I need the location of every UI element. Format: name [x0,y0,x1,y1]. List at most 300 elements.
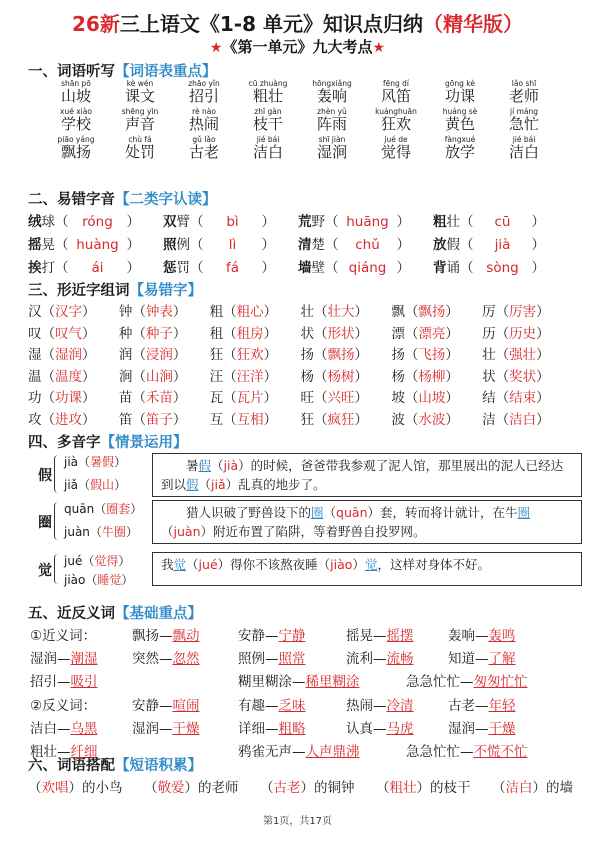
word-base: 热闹— [346,698,387,714]
word-pair [238,694,306,714]
phrase-answer: 粗壮 [389,780,417,796]
compound-word: 互相 [236,411,264,428]
word-base: 古老— [448,698,489,714]
base-character: 漂 [391,325,405,342]
similar-row [28,408,573,428]
word-pair [30,670,98,690]
compound-word: 杨树 [327,368,355,385]
word-pair [448,647,516,667]
word-base: 急急忙忙— [406,744,474,760]
word-item [492,80,556,104]
word-base: 照例— [238,651,279,667]
answer-word: 稀里糊涂 [305,674,360,690]
word-base: 轰响— [448,628,489,644]
pinyin-answer: qiáng [348,260,387,276]
key-character: 双 [163,214,177,230]
word-base: 流利— [346,651,387,667]
sentence-text: 我 [161,557,174,572]
answer-word: 宁静 [278,628,306,644]
word-item [300,136,364,160]
hanzi-word: 处罚 [124,143,155,161]
phrase-item [144,776,239,796]
compound-word: 笛子 [145,411,173,428]
reading-word: 牛圈 [101,525,126,539]
phrase-rest: ）的铜钟 [300,780,355,796]
word-pair [346,694,414,714]
compound-word: 狂欢 [236,347,264,363]
base-character: 汪 [209,368,224,385]
phrase-answer: 欢唱 [41,780,69,796]
similar-item: 结（结束） [482,390,550,406]
word-item [44,108,108,132]
similar-item: 瓦（瓦片） [209,390,278,406]
base-character: 湿 [28,347,42,363]
pinyin-text: jí máng [510,107,538,116]
answer-word: 纤细 [70,744,98,760]
paren-open: （ [376,780,390,796]
word-pair [30,717,98,737]
label-text: ①近义词： [30,628,97,644]
compound-word: 浸润 [145,347,173,363]
word-rest: 晃（ [41,237,69,253]
compound-word: 厉害 [509,304,537,320]
word-item [172,108,236,132]
phrase-answer: 古老 [273,780,301,796]
word-base: 知道— [448,651,489,667]
similar-item: 狂（疯狂） [300,411,368,428]
answer-word: 吸引 [70,674,98,690]
hanzi-word: 洁白 [252,143,283,161]
word-base: 突然— [132,651,173,667]
phrase-item [28,776,123,796]
pronunciation-item [298,233,433,253]
similar-item: 种（种子） [118,325,187,342]
sentence-text: ）附近布置了陷阱，等着野兽自投罗网。 [200,524,426,539]
word-item [428,80,492,104]
base-character: 涧 [118,368,133,385]
pinyin-text: jié bái [256,135,280,144]
word-item [44,80,108,104]
reading-pinyin: jiào [64,573,86,587]
answer-word: 粗略 [278,721,306,737]
answer-word: 忽然 [172,651,200,667]
close-paren: ） [126,237,140,253]
compound-word: 钟表 [145,304,173,320]
word-item [44,136,108,160]
base-character: 扬 [300,347,314,363]
base-character: 苗 [118,390,133,406]
base-character: 粗 [209,304,224,320]
word-base: 招引— [30,674,71,690]
pinyin-text: zhī gàn [254,107,282,116]
reading-word: 睡觉 [97,573,122,587]
similar-row [28,386,573,406]
reading-2: juàn（牛圈） [64,525,138,539]
compound-word: 飘扬 [327,347,355,363]
word-rest: 壮（ [446,214,474,230]
pinyin-answer: jué [198,557,218,572]
pinyin-answer: huāng [346,214,389,230]
paren-open: （ [144,780,158,796]
pronunciation-item [298,210,433,230]
compound-word: 汪洋 [236,368,264,385]
pronunciation-item [163,233,298,253]
base-character: 功 [28,390,42,406]
base-character: 温 [28,368,42,385]
answer-word: 乌黑 [70,721,98,737]
pinyin-answer: fá [225,260,240,276]
pinyin-answer: sòng [486,260,519,276]
section-heading-1: 一、词语听写【词语表重点】 [28,64,217,80]
word-pair [238,624,306,644]
similar-item: 汉（汉字） [28,304,96,320]
similar-item: 汪（汪洋） [209,368,278,385]
phrase-list [28,776,573,796]
compound-word: 疯狂 [327,411,355,428]
word-rest: 打（ [41,260,69,276]
target-character: 假 [198,458,212,473]
key-character: 惩 [163,260,177,276]
compound-word: 禾苗 [145,390,173,406]
similar-item: 坡（山坡） [391,390,459,406]
word-base: 湿润— [30,651,71,667]
compound-word: 洁白 [509,411,537,428]
title-suffix: （精华版） [422,12,523,36]
key-character: 荒 [298,214,312,230]
compound-word: 进攻 [55,411,82,428]
polyphone-character: 觉 [38,563,52,579]
similar-item: 扬（飞扬） [391,347,459,363]
compound-word: 功课 [55,390,82,406]
compound-word: 漂亮 [418,325,446,342]
word-item [300,80,364,104]
brace-icon [54,502,61,540]
pinyin-answer: quān [336,505,368,520]
similar-item: 笛（笛子） [118,411,187,428]
pinyin-answer: ái [91,260,104,276]
word-pair [238,647,306,667]
similar-row [28,365,573,385]
sentence-text: 猎人识破了野兽设下的 [186,505,312,520]
target-character: 觉 [364,557,378,572]
answer-word: 潮湿 [70,651,98,667]
compound-word: 瓦片 [236,390,264,406]
sentence-text: ）乱真的地步了。 [225,477,326,492]
hanzi-word: 招引 [188,87,219,105]
section-heading-2: 二、易错字音【二类字认读】 [28,192,217,208]
compound-word: 山坡 [418,390,446,406]
sentence-text: （ [161,524,174,539]
sentence-text: （ [186,557,199,572]
compound-word: 湿润 [55,347,82,363]
compound-word: 叹气 [55,325,82,342]
word-item [492,136,556,160]
hanzi-word: 老师 [508,87,539,105]
similar-item: 攻（进攻） [28,411,96,428]
similar-item: 波（水波） [391,411,459,428]
pronunciation-row [28,210,568,230]
base-character: 杨 [391,368,405,385]
answer-word: 喧闹 [172,698,200,714]
word-item [492,108,556,132]
phrase-rest: ）的枝干 [416,780,471,796]
compound-word: 汉字 [55,304,82,320]
reading-2: jiào（睡觉） [64,573,134,587]
sentence-text: 暑 [186,458,199,473]
similar-item: 湿（湿润） [28,347,96,363]
pinyin-text: kuánghuān [375,107,417,116]
pinyin-text: shī jiàn [318,135,346,144]
pronunciation-item [433,256,568,276]
reading-word: 圈套 [106,502,131,516]
hanzi-word: 风笛 [380,87,411,105]
base-character: 狂 [300,411,314,428]
word-item [172,136,236,160]
compound-word: 种子 [145,325,173,342]
compound-word: 山涧 [145,368,173,385]
word-item [236,80,300,104]
word-pair [132,694,200,714]
base-character: 历 [482,325,496,342]
similar-item: 涧（山涧） [118,368,187,385]
key-character: 绒 [28,214,42,230]
base-character: 壮 [300,304,314,320]
close-paren: ） [261,214,275,230]
hanzi-word: 山坡 [60,87,91,105]
word-base: 急急忙忙— [406,674,474,690]
word-base: 粗壮— [30,744,71,760]
word-base: 糊里糊涂— [238,674,306,690]
pinyin-text: xué xiào [60,107,92,116]
paren-open: （ [28,780,42,796]
similar-item: 旺（兴旺） [300,390,368,406]
word-pair [238,717,306,737]
answer-word: 冷清 [386,698,414,714]
answer-word: 流畅 [386,651,414,667]
word-base: 湿润— [448,721,489,737]
word-pair [238,740,360,760]
word-pair [346,647,414,667]
similar-row [28,300,573,320]
sentence-text: （ [198,477,212,492]
pronunciation-item [433,210,568,230]
close-paren: ） [531,260,545,276]
compound-word: 温度 [55,368,82,385]
base-character: 汉 [28,304,42,320]
similar-item: 温（温度） [28,368,96,385]
pinyin-text: shēng yīn [121,107,159,116]
key-character: 挨 [28,260,42,276]
similar-item: 扬（飘扬） [300,347,368,363]
base-character: 状 [300,325,314,342]
example-sentence-box [152,453,582,497]
close-paren: ） [261,237,275,253]
phrase-item [492,776,573,796]
pronunciation-row [28,233,568,253]
answer-word: 干燥 [488,721,516,737]
hanzi-word: 洁白 [508,143,539,161]
word-base: 安静— [238,628,279,644]
pinyin-answer: róng [82,214,113,230]
pinyin-text: chù fá [128,135,152,144]
base-character: 种 [118,325,133,342]
key-character: 背 [433,260,447,276]
similar-item: 钟（钟表） [118,304,187,320]
similar-item: 状（奖状） [482,368,550,385]
key-character: 放 [433,237,447,253]
word-item [236,108,300,132]
word-base: 飘扬— [132,628,173,644]
hanzi-word: 粗壮 [252,87,283,105]
key-character: 照 [163,237,177,253]
similar-item: 历（历史） [482,325,550,342]
answer-word: 照常 [278,651,306,667]
key-character: 墙 [298,260,312,276]
section-heading-3: 三、形近字组词【易错字】 [28,283,202,299]
base-character: 杨 [300,368,314,385]
similar-item: 粗（粗心） [209,304,278,320]
brace-icon [54,554,61,584]
similar-item: 洁（洁白） [482,411,550,428]
pinyin-text: zhèn yǔ [317,107,347,116]
target-character: 假 [186,477,199,492]
hanzi-word: 学校 [60,115,91,133]
hanzi-word: 放学 [444,143,475,161]
word-pair [30,647,98,667]
answer-word: 干燥 [172,721,200,737]
page-subtitle [0,36,595,57]
paren-open: （ [492,780,506,796]
pinyin-text: piāo yáng [57,135,95,144]
word-pair [406,740,528,760]
pinyin-text: fēng dí [383,79,409,88]
hanzi-word: 声音 [124,115,155,133]
star-icon: ★ [209,40,223,56]
answer-word: 年轻 [488,698,516,714]
answer-word: 人声鼎沸 [305,744,360,760]
reading-1: jià（暑假） [64,455,127,469]
close-paren: ） [261,260,275,276]
compound-word: 奖状 [509,368,537,385]
sentence-text: （ [323,505,337,520]
word-base: 洁白— [30,721,71,737]
key-character: 摇 [28,237,42,253]
answer-word: 马虎 [386,721,414,737]
pronunciation-item [28,256,163,276]
word-base: 湿润— [132,721,173,737]
target-character: 圈 [311,505,324,520]
word-pair [346,624,414,644]
phrase-rest: ）的墙 [532,780,573,796]
pinyin-text: rè nào [192,107,216,116]
pinyin-text: kè wén [126,79,154,88]
base-character: 润 [118,347,133,363]
pinyin-answer: juàn [173,524,201,539]
pinyin-answer: chǔ [355,237,380,253]
section-heading-6: 六、词语搭配【短语积累】 [28,758,202,774]
word-rest: 野（ [311,214,339,230]
similar-item: 互（互相） [209,411,278,428]
similar-item: 壮（强壮） [482,347,550,363]
base-character: 扬 [391,347,405,363]
word-rest: 壁（ [311,260,339,276]
compound-word: 粗心 [236,304,264,320]
sentence-text: ）得你不该熬夜睡（ [217,557,331,572]
base-character: 钟 [118,304,133,320]
similar-item: 功（功课） [28,390,96,406]
hanzi-word: 功课 [444,87,475,105]
close-paren: ） [531,214,545,230]
reading-word: 暑假 [90,455,115,469]
sentence-text: （ [211,458,224,473]
compound-word: 结束 [509,390,537,406]
word-item [172,80,236,104]
paren-open: （ [260,780,274,796]
similar-item: 租（租房） [209,325,278,342]
word-rest: 例（ [176,237,204,253]
base-character: 坡 [391,390,405,406]
pinyin-text: zhāo yǐn [188,79,220,88]
word-pair [132,624,200,644]
compound-word: 历史 [509,325,537,342]
target-character: 圈 [517,505,531,520]
word-item [428,136,492,160]
close-paren: ） [396,260,410,276]
reading-pinyin: jué [64,554,83,568]
pinyin-answer: huàng [76,237,119,253]
word-base: 安静— [132,698,173,714]
close-paren: ） [126,214,140,230]
pinyin-text: fàngxué [444,135,476,144]
base-character: 互 [209,411,224,428]
polyphone-character: 假 [38,468,52,484]
hanzi-word: 狂欢 [380,115,411,133]
answer-word: 了解 [488,651,516,667]
word-pair [132,647,200,667]
word-base: 鸦雀无声— [238,744,306,760]
phrase-answer: 敬爱 [157,780,185,796]
similar-item: 厉（厉害） [482,304,550,320]
pinyin-answer: bì [226,214,239,230]
phrase-rest: ）的老师 [184,780,239,796]
similar-item: 叹（叹气） [28,325,96,342]
pinyin-text: gōng kè [445,79,475,88]
title-main: 三上语文《1-8 单元》知识点归纳 [119,12,423,36]
example-sentence-box [152,500,582,544]
hanzi-word: 飘扬 [60,143,91,161]
page-title [0,8,595,37]
phrase-answer: 洁白 [505,780,533,796]
base-character: 洁 [482,411,496,428]
pronunciation-item [163,210,298,230]
pinyin-text: jié bái [512,135,536,144]
similar-item: 杨（杨树） [300,368,368,385]
base-character: 状 [482,368,496,385]
hanzi-word: 热闹 [188,115,219,133]
sentence-text: ） [352,557,365,572]
base-character: 攻 [28,411,42,428]
answer-word: 轰鸣 [488,628,516,644]
close-paren: ） [396,237,410,253]
word-rest: 楚（ [311,237,339,253]
compound-word: 强壮 [509,347,537,363]
word-item [364,108,428,132]
word-rest: 臂（ [176,214,204,230]
reading-pinyin: jiǎ [64,478,79,492]
word-item [108,108,172,132]
word-base: 有趣— [238,698,279,714]
polyphone-character: 圈 [38,515,52,531]
